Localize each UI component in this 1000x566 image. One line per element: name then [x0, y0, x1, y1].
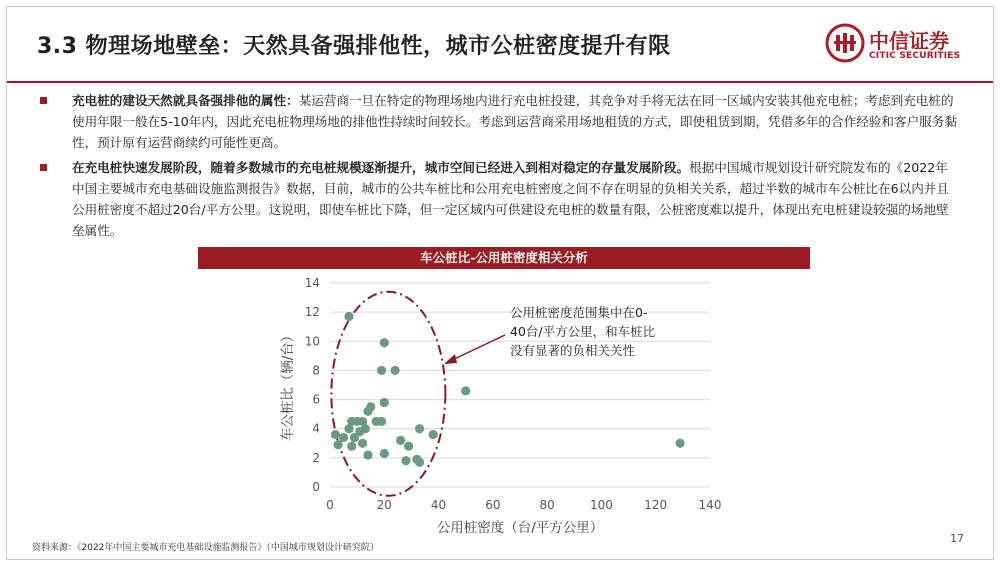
data-point	[377, 417, 386, 426]
x-tick-label: 20	[376, 498, 392, 512]
x-tick-label: 140	[698, 498, 722, 512]
chart-annotation: 公用桩密度范围集中在0-40台/平方公里，和车桩比没有显著的负相关关性	[510, 305, 656, 358]
y-axis-label: 车公桩比（辆/台）	[280, 328, 296, 442]
y-tick-label: 14	[304, 276, 320, 290]
bullet-text: 某运营商一旦在特定的物理场地内进行充电桩投建，其竞争对手将无法在同一区域内安装其他充电桩；考虑到充电桩的使用年限一般在5-10年内，因此充电桩物理场地的排他性持续时间较长。考虑到运营商采用场地租赁的方式，即使租赁到期，凭借多年的合作经验和客户服务黏性，预计原有运营商续约可能性更高。	[72, 93, 957, 150]
bullet-lead: 在充电桩快速发展阶段，随着多数城市的充电桩规模逐渐提升，城市空间已经进入到相对稳定的存量发展阶段。	[72, 160, 690, 175]
data-point	[404, 442, 413, 451]
data-point	[380, 449, 389, 458]
x-tick-label: 60	[485, 498, 501, 512]
page-number: 17	[950, 532, 964, 545]
logo-text-cn: 中信证券	[869, 29, 949, 53]
x-axis-label: 公用桩密度（台/平方公里）	[436, 520, 604, 536]
y-tick-label: 0	[312, 480, 320, 494]
x-tick-label: 120	[644, 498, 668, 512]
data-point	[350, 433, 359, 442]
data-point	[344, 312, 353, 321]
bullet-text: 根据中国城市规划设计研究院发布的《2022年中国主要城市充电基础设施监测报告》数据，目前，城市的公共车桩比和公用充电桩密度之间不存在明显的负相关关系，超过半数的城市车公桩比在6以内并且公用桩密度不超过20台/平方公里。这说明，即使车桩比下降，但一定区域内可供建设充电桩的数量有限，公桩密度难以提升，体现出充电桩建设较强的场地壁垒属性。	[72, 160, 949, 238]
data-point	[396, 436, 405, 445]
data-point	[461, 386, 470, 395]
y-tick-label: 8	[312, 363, 320, 378]
slide-title: 3.3 物理场地壁垒：天然具备强排他性，城市公桩密度提升有限	[37, 34, 671, 59]
y-tick-label: 6	[312, 392, 320, 407]
data-point	[361, 424, 370, 433]
data-point	[380, 398, 389, 407]
y-tick-label: 10	[304, 334, 320, 349]
x-tick-label: 0	[326, 498, 334, 512]
y-tick-label: 4	[312, 421, 320, 436]
data-point	[331, 430, 340, 439]
data-point	[344, 424, 353, 433]
annotation-arrowhead-icon	[444, 354, 457, 364]
chart-title: 车公桩比-公用桩密度相关分析	[198, 247, 810, 269]
y-tick-label: 12	[304, 305, 320, 320]
data-point	[429, 430, 438, 439]
logo-text-en: CITIC SECURITIES	[869, 51, 961, 61]
annotation-arrow	[448, 335, 505, 362]
y-tick-label: 2	[312, 450, 320, 465]
x-tick-label: 100	[589, 498, 613, 512]
data-point	[676, 439, 685, 448]
data-point	[391, 366, 400, 375]
data-point	[339, 433, 348, 442]
x-tick-label: 80	[539, 498, 555, 512]
data-point	[377, 366, 386, 375]
highlight-ellipse	[331, 292, 445, 496]
source-note: 资料来源：《2022年中国主要城市充电基础设施监测报告》（中国城市规划设计研究院）	[32, 543, 379, 553]
data-point	[363, 407, 372, 416]
data-point	[401, 456, 410, 465]
data-point	[380, 338, 389, 347]
data-point	[363, 450, 372, 459]
bullet-lead: 充电桩的建设天然就具备强排他的属性：	[72, 93, 299, 108]
data-point	[415, 424, 424, 433]
data-point	[334, 440, 343, 449]
data-point	[415, 458, 424, 467]
data-point	[347, 442, 356, 451]
data-point	[358, 439, 367, 448]
x-tick-label: 40	[430, 498, 447, 512]
